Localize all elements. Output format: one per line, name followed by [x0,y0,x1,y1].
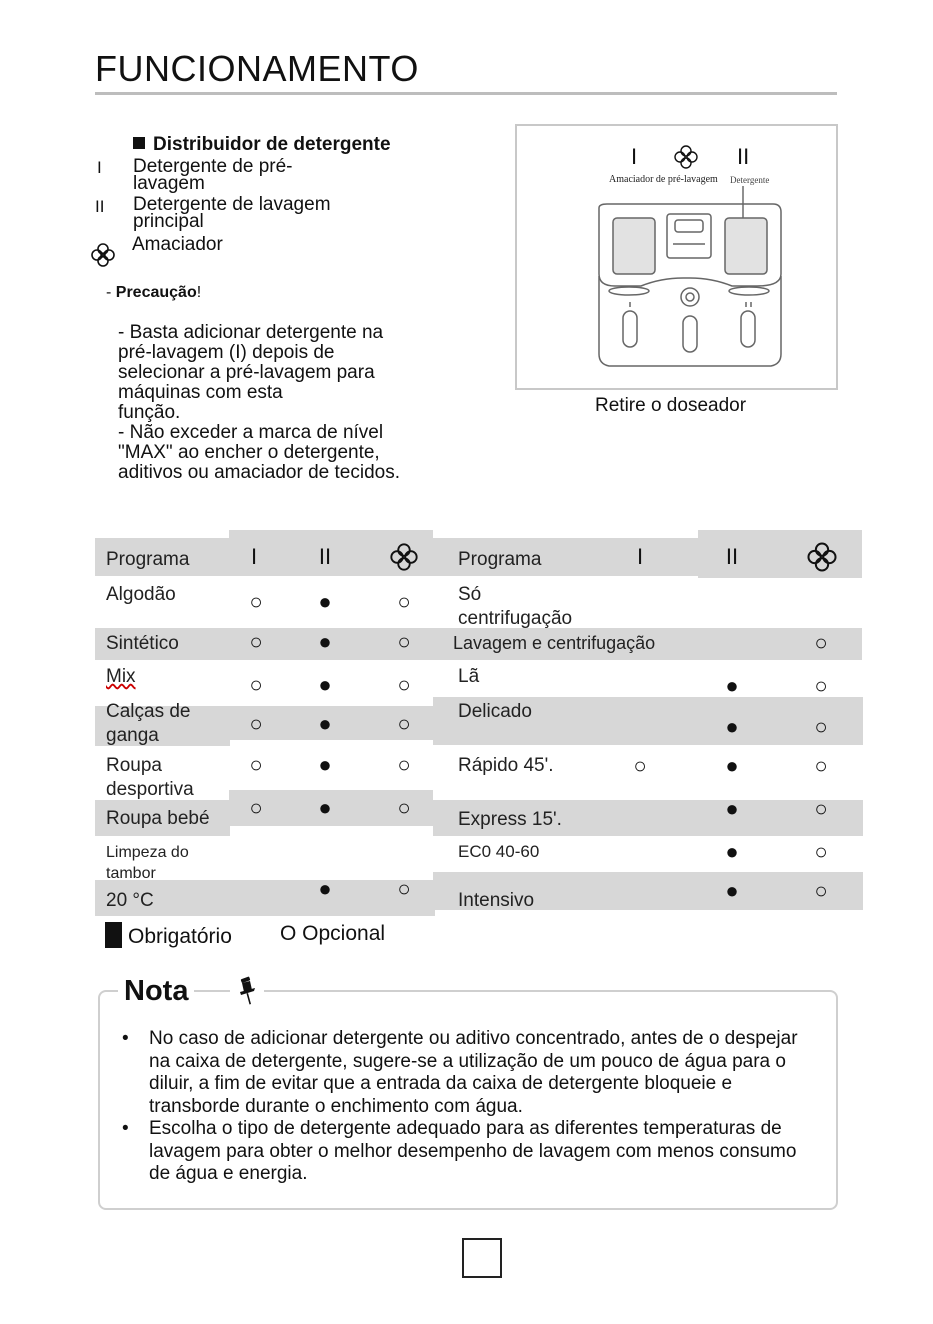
table-header-main-left: II [318,544,332,569]
prewash-label: Detergente de pré- lavagem [133,156,293,194]
figure-label-softener: Amaciador de pré-lavagem [609,174,718,185]
program-name: Mix [106,666,136,687]
table-mark: ○ [249,795,263,820]
table-mark: ○ [249,629,263,654]
dispenser-drawing [517,126,836,388]
program-name: Roupa bebé [106,808,210,829]
prewash-symbol: I [97,158,102,177]
legend-mandatory [105,922,232,949]
table-mark: ● [725,839,739,864]
table-header-softener-left-icon [389,542,419,577]
program-name: Rápido 45'. [458,755,554,776]
program-name: Delicado [458,701,532,722]
softener-flower-icon [90,242,116,273]
note-list [122,1028,822,1186]
table-mark: ○ [814,714,828,739]
precaution-prefix: - [106,284,116,301]
dispenser-figure [515,124,838,390]
table-mark: ● [318,711,332,736]
page-number-box [462,1238,502,1278]
dispenser-heading-text: Distribuidor de detergente [153,134,391,155]
title-divider [95,92,837,95]
precaution-item-1: - Basta adicionar detergente na pré-lavagem (I) depois de selecionar a pré-lavagem para máquinas com esta função. [118,322,384,423]
table-mark: ○ [814,673,828,698]
table-header-softener-right-icon [806,541,838,578]
figure-flower-icon [675,146,697,168]
table-header-programa-right: Programa [458,549,542,570]
program-name: Intensivo [458,890,535,911]
table-mark: ● [318,672,332,697]
table-mark: ○ [397,876,411,901]
mainwash-symbol: II [95,197,105,216]
precaution-suffix: ! [196,284,202,301]
mainwash-label: Detergente de lavagem principal [133,194,331,232]
table-mark: ● [318,752,332,777]
precaution-label: Precaução [115,284,197,301]
pushpin-icon [230,976,264,1011]
table-mark: ● [318,795,332,820]
figure-symbol-prewash: I [631,144,638,169]
softener-label: Amaciador [132,234,223,255]
table-mark: ● [725,878,739,903]
note-title: Nota [118,975,194,1008]
precaution-heading [106,284,201,302]
figure-label-detergent: Detergente [730,175,770,185]
program-name: EC0 40-60 [458,842,540,861]
table-mark: ○ [249,711,263,736]
table-mark: ● [725,673,739,698]
program-name: 20 °C [106,890,154,911]
page-title: FUNCIONAMENTO [95,48,419,89]
square-bullet-icon [133,137,145,149]
table-mark: ○ [249,672,263,697]
table-mark: ○ [814,839,828,864]
table-mark: ○ [397,629,411,654]
program-name: Algodão [106,584,176,605]
table-mark: ○ [397,711,411,736]
program-name: Lã [458,666,480,687]
table-mark: ● [318,589,332,614]
table-mark: ○ [814,878,828,903]
legend-mandatory-text: Obrigatório [128,925,232,948]
program-name: Limpeza do tambor [106,844,189,882]
table-mark: ○ [814,796,828,821]
table-mark: ○ [397,589,411,614]
table-header-prewash-left: I [250,544,258,569]
table-mark: ○ [814,753,828,778]
table-header-programa-left: Programa [106,549,190,570]
table-mark: ○ [633,753,647,778]
table-mark: ○ [397,672,411,697]
table-mark: ● [318,876,332,901]
legend-optional: O Opcional [280,922,386,945]
figure-caption: Retire o doseador [595,395,747,416]
table-mark: ○ [249,589,263,614]
note-item: • No caso de adicionar detergente ou aditivo concentrado, antes de o despejar na caixa de detergente, sugere-se a utilização de um pouco de água para o diluir, a fim de evitar que a entrada da caixa de detergente bloqueie e transborde durante o enchimento com água. [122,1028,822,1118]
filled-square-icon [105,922,122,948]
table-mark: ● [725,753,739,778]
table-header-prewash-right: I [636,544,644,569]
figure-symbol-main: II [737,144,750,169]
precaution-item-2: - Não exceder a marca de nível "MAX" ao encher o detergente, aditivos ou amaciador de tecidos. [118,422,400,483]
table-mark: ● [725,714,739,739]
dispenser-heading [133,134,391,156]
table-mark: ○ [249,752,263,777]
program-name: Roupa desportiva [106,755,194,800]
program-name: Só centrifugação [458,584,573,629]
table-mark: ○ [814,630,828,655]
program-name: Lavagem e centrifugação [453,633,656,653]
table-mark: ● [318,629,332,654]
table-mark: ● [725,796,739,821]
table-mark: ○ [397,752,411,777]
program-name: Express 15'. [458,809,562,830]
table-mark: ○ [397,795,411,820]
table-header-main-right: II [725,544,739,569]
note-item: • Escolha o tipo de detergente adequado para as diferentes temperaturas de lavagem para obter o melhor desempenho de lavagem com menos consumo de água e energia. [122,1118,822,1186]
program-name: Sintético [106,633,179,654]
program-name: Calças de ganga [106,701,191,746]
